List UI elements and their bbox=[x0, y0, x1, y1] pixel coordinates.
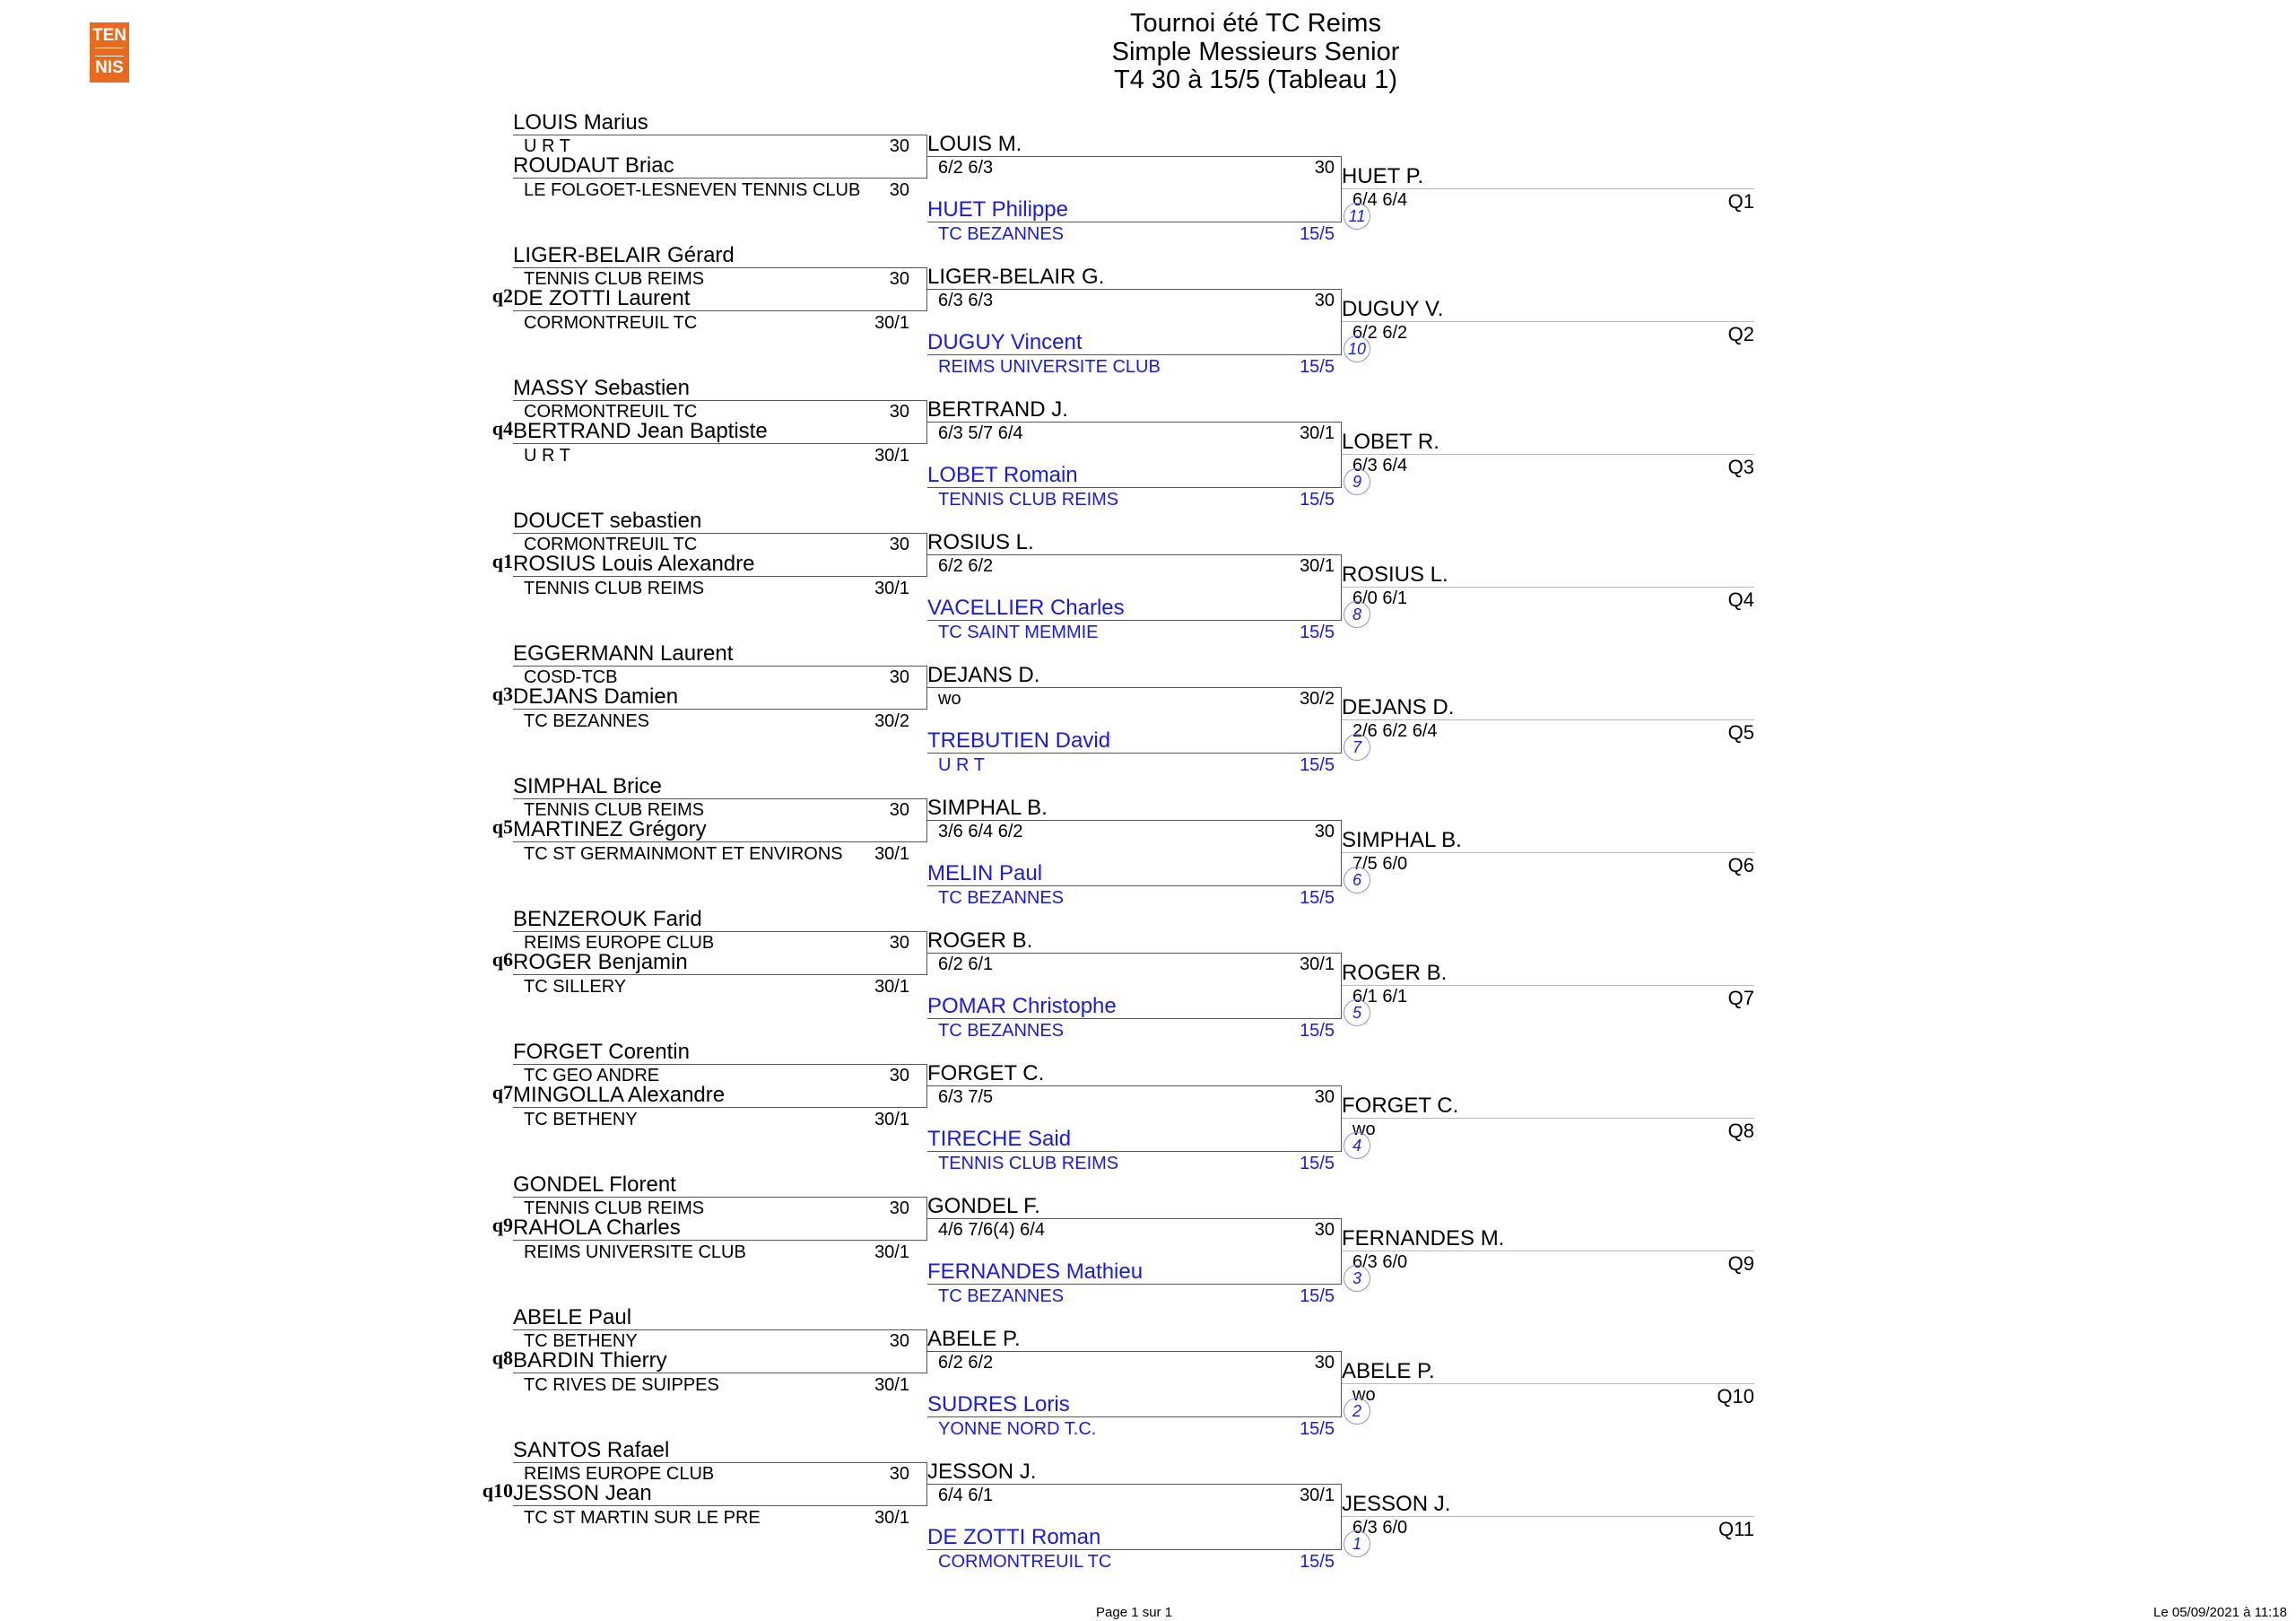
player2-club: TC ST GERMAINMONT ET ENVIRONS bbox=[524, 844, 843, 864]
round1-bracket bbox=[513, 798, 927, 842]
player1-rank: 30 bbox=[889, 1198, 909, 1218]
round1-bracket bbox=[513, 533, 927, 577]
qualifier-seed: q5 bbox=[491, 815, 513, 838]
player2-name: RAHOLA Charles bbox=[513, 1216, 681, 1240]
entrant-club: TC BEZANNES bbox=[938, 888, 1065, 908]
seed-badge: 6 bbox=[1344, 867, 1370, 893]
player2-club: TENNIS CLUB REIMS bbox=[524, 579, 705, 598]
round2-winner: BERTRAND J. bbox=[927, 397, 1068, 422]
player1-rank: 30 bbox=[889, 1331, 909, 1351]
entrant-club: YONNE NORD T.C. bbox=[938, 1419, 1097, 1439]
round3-line bbox=[1342, 321, 1754, 322]
round3-line bbox=[1342, 852, 1754, 853]
round2-score: 6/3 6/3 bbox=[938, 291, 994, 310]
qualifier-label: Q2 bbox=[1727, 323, 1754, 345]
round3-score: 6/3 6/0 bbox=[1352, 1252, 1408, 1272]
player2-club: CORMONTREUIL TC bbox=[524, 313, 698, 333]
qualifier-label: Q7 bbox=[1727, 987, 1754, 1009]
round3-winner: DEJANS D. bbox=[1342, 695, 1455, 719]
player1-rank: 30 bbox=[889, 800, 909, 820]
player1-name: GONDEL Florent bbox=[513, 1172, 676, 1197]
round3-winner: ROSIUS L. bbox=[1342, 562, 1448, 587]
player2-club: TC SILLERY bbox=[524, 977, 627, 997]
round2-score: 6/2 6/3 bbox=[938, 158, 994, 178]
player2-name: DE ZOTTI Laurent bbox=[513, 286, 691, 310]
title-tournament: Tournoi été TC Reims bbox=[1130, 9, 1381, 38]
round2-winner: FORGET C. bbox=[927, 1061, 1045, 1085]
player2-rank: 30/1 bbox=[874, 1242, 909, 1262]
player2-name: MARTINEZ Grégory bbox=[513, 817, 707, 841]
player1-club: TENNIS CLUB REIMS bbox=[524, 1198, 705, 1218]
player2-name: BARDIN Thierry bbox=[513, 1348, 667, 1373]
player1-club: TC BETHENY bbox=[524, 1331, 638, 1351]
qualifier-label: Q9 bbox=[1727, 1252, 1754, 1275]
player2-rank: 30/1 bbox=[874, 446, 909, 466]
player1-name: DOUCET sebastien bbox=[513, 509, 702, 533]
round1-bracket bbox=[513, 135, 927, 179]
seed-badge: 11 bbox=[1344, 203, 1370, 230]
qualifier-label: Q8 bbox=[1727, 1120, 1754, 1142]
player1-name: BENZEROUK Farid bbox=[513, 907, 702, 931]
player1-name: LIGER-BELAIR Gérard bbox=[513, 243, 735, 267]
qualifier-label: Q11 bbox=[1718, 1518, 1754, 1540]
player1-name: SIMPHAL Brice bbox=[513, 774, 662, 798]
player2-rank: 30/1 bbox=[874, 579, 909, 598]
entrant-rank: 15/5 bbox=[1300, 755, 1335, 775]
round1-bracket bbox=[513, 267, 927, 311]
round2-bracket bbox=[927, 687, 1342, 754]
round1-bracket bbox=[513, 666, 927, 710]
round2-winner: ROGER B. bbox=[927, 928, 1033, 953]
player2-name: ROUDAUT Briac bbox=[513, 153, 674, 178]
round2-score: 6/2 6/2 bbox=[938, 556, 994, 576]
round3-score: 6/3 6/4 bbox=[1352, 456, 1408, 475]
round3-line bbox=[1342, 1516, 1754, 1517]
player2-name: DEJANS Damien bbox=[513, 684, 679, 709]
round3-line bbox=[1342, 587, 1754, 588]
round2-rank: 30/1 bbox=[1300, 423, 1335, 443]
entrant-name: LOBET Romain bbox=[927, 463, 1078, 487]
qualifier-seed: q9 bbox=[491, 1214, 513, 1236]
round3-line bbox=[1342, 1383, 1754, 1384]
round3-winner: ABELE P. bbox=[1342, 1359, 1435, 1383]
player1-club: REIMS EUROPE CLUB bbox=[524, 933, 715, 953]
qualifier-label: Q6 bbox=[1727, 854, 1754, 876]
round2-bracket bbox=[927, 820, 1342, 886]
round3-score: 6/2 6/2 bbox=[1352, 323, 1408, 343]
player1-name: SANTOS Rafael bbox=[513, 1438, 670, 1462]
qualifier-label: Q4 bbox=[1727, 588, 1754, 611]
qualifier-label: Q10 bbox=[1717, 1385, 1754, 1407]
entrant-rank: 15/5 bbox=[1300, 623, 1335, 642]
entrant-rank: 15/5 bbox=[1300, 1552, 1335, 1572]
round2-rank: 30 bbox=[1314, 291, 1335, 310]
player2-club: REIMS UNIVERSITE CLUB bbox=[524, 1242, 746, 1262]
round1-bracket bbox=[513, 400, 927, 444]
round2-bracket bbox=[927, 1484, 1342, 1550]
entrant-club: CORMONTREUIL TC bbox=[938, 1552, 1112, 1572]
player2-rank: 30/1 bbox=[874, 1110, 909, 1129]
tennis-logo bbox=[90, 22, 129, 83]
player1-rank: 30 bbox=[889, 535, 909, 554]
qualifier-label: Q1 bbox=[1727, 190, 1754, 213]
entrant-rank: 15/5 bbox=[1300, 1021, 1335, 1041]
player1-name: LOUIS Marius bbox=[513, 110, 648, 135]
round3-winner: SIMPHAL B. bbox=[1342, 828, 1462, 852]
round2-score: wo bbox=[938, 689, 961, 709]
round3-winner: JESSON J. bbox=[1342, 1492, 1451, 1516]
round3-score: 6/3 6/0 bbox=[1352, 1518, 1408, 1538]
entrant-club: TC BEZANNES bbox=[938, 1286, 1065, 1306]
player1-club: TC GEO ANDRE bbox=[524, 1066, 660, 1085]
player1-club: TENNIS CLUB REIMS bbox=[524, 800, 705, 820]
logo-bar bbox=[95, 48, 124, 57]
round2-score: 6/4 6/1 bbox=[938, 1486, 994, 1505]
player1-rank: 30 bbox=[889, 1066, 909, 1085]
player1-name: MASSY Sebastien bbox=[513, 376, 691, 400]
player1-name: EGGERMANN Laurent bbox=[513, 641, 734, 666]
round3-line bbox=[1342, 188, 1754, 189]
round2-rank: 30/1 bbox=[1300, 1486, 1335, 1505]
seed-badge: 4 bbox=[1344, 1132, 1370, 1159]
round2-winner: JESSON J. bbox=[927, 1460, 1037, 1484]
player2-name: ROGER Benjamin bbox=[513, 950, 688, 974]
round3-winner: HUET P. bbox=[1342, 164, 1424, 188]
round2-bracket bbox=[927, 1351, 1342, 1417]
round2-winner: DEJANS D. bbox=[927, 663, 1040, 687]
qualifier-label: Q5 bbox=[1727, 721, 1754, 744]
entrant-rank: 15/5 bbox=[1300, 888, 1335, 908]
round2-winner: LOUIS M. bbox=[927, 132, 1022, 156]
round3-score: wo bbox=[1352, 1120, 1376, 1139]
round2-score: 6/2 6/2 bbox=[938, 1353, 994, 1373]
player2-rank: 30/1 bbox=[874, 1508, 909, 1528]
seed-badge: 5 bbox=[1344, 999, 1370, 1026]
entrant-club: TC BEZANNES bbox=[938, 224, 1065, 244]
player1-name: FORGET Corentin bbox=[513, 1040, 690, 1064]
entrant-name: SUDRES Loris bbox=[927, 1392, 1070, 1416]
round2-rank: 30/1 bbox=[1300, 556, 1335, 576]
qualifier-seed: q4 bbox=[491, 417, 513, 440]
round3-winner: FORGET C. bbox=[1342, 1094, 1459, 1118]
round2-bracket bbox=[927, 554, 1342, 621]
entrant-club: TC BEZANNES bbox=[938, 1021, 1065, 1041]
player1-rank: 30 bbox=[889, 402, 909, 422]
player1-club: CORMONTREUIL TC bbox=[524, 535, 698, 554]
entrant-name: HUET Philippe bbox=[927, 197, 1068, 222]
round3-winner: DUGUY V. bbox=[1342, 297, 1444, 321]
entrant-club: TENNIS CLUB REIMS bbox=[938, 490, 1119, 510]
round2-rank: 30 bbox=[1314, 1220, 1335, 1240]
round3-winner: ROGER B. bbox=[1342, 961, 1448, 985]
player2-rank: 30 bbox=[889, 180, 909, 200]
round2-rank: 30 bbox=[1314, 1353, 1335, 1373]
seed-badge: 7 bbox=[1344, 734, 1370, 761]
player1-rank: 30 bbox=[889, 667, 909, 687]
player2-name: ROSIUS Louis Alexandre bbox=[513, 552, 755, 576]
seed-badge: 9 bbox=[1344, 468, 1370, 495]
qualifier-seed: q2 bbox=[491, 284, 513, 307]
round2-bracket bbox=[927, 422, 1342, 488]
round2-bracket bbox=[927, 953, 1342, 1019]
player1-club: U R T bbox=[524, 136, 570, 156]
qualifier-seed: q1 bbox=[491, 550, 513, 572]
entrant-name: TREBUTIEN David bbox=[927, 728, 1111, 753]
entrant-name: TIRECHE Said bbox=[927, 1127, 1072, 1151]
entrant-rank: 15/5 bbox=[1300, 1419, 1335, 1439]
print-date: Le 05/09/2021 à 11:18 bbox=[2153, 1605, 2288, 1620]
player2-rank: 30/2 bbox=[874, 711, 909, 731]
entrant-club: REIMS UNIVERSITE CLUB bbox=[938, 357, 1161, 377]
round2-score: 6/2 6/1 bbox=[938, 954, 994, 974]
round3-winner: LOBET R. bbox=[1342, 430, 1439, 454]
round2-score: 6/3 5/7 6/4 bbox=[938, 423, 1023, 443]
round2-winner: ABELE P. bbox=[927, 1327, 1021, 1351]
entrant-rank: 15/5 bbox=[1300, 357, 1335, 377]
round3-line bbox=[1342, 985, 1754, 986]
player2-club: TC BEZANNES bbox=[524, 711, 650, 731]
player1-rank: 30 bbox=[889, 1464, 909, 1484]
player2-club: TC BETHENY bbox=[524, 1110, 638, 1129]
round2-rank: 30/2 bbox=[1300, 689, 1335, 709]
entrant-rank: 15/5 bbox=[1300, 490, 1335, 510]
round1-bracket bbox=[513, 1462, 927, 1506]
player1-club: REIMS EUROPE CLUB bbox=[524, 1464, 715, 1484]
round3-score: 6/0 6/1 bbox=[1352, 588, 1408, 608]
player2-club: U R T bbox=[524, 446, 570, 466]
player2-rank: 30/1 bbox=[874, 313, 909, 333]
round1-bracket bbox=[513, 1064, 927, 1108]
qualifier-seed: q3 bbox=[491, 683, 513, 705]
title-event: Simple Messieurs Senior bbox=[1111, 38, 1400, 66]
round3-score: 6/4 6/4 bbox=[1352, 190, 1408, 210]
seed-badge: 10 bbox=[1344, 336, 1370, 362]
round1-bracket bbox=[513, 931, 927, 975]
player2-rank: 30/1 bbox=[874, 1375, 909, 1395]
logo-text-top: TEN bbox=[92, 26, 126, 45]
qualifier-seed: q10 bbox=[482, 1479, 513, 1502]
round3-score: 6/1 6/1 bbox=[1352, 987, 1408, 1007]
player2-name: MINGOLLA Alexandre bbox=[513, 1083, 726, 1107]
qualifier-label: Q3 bbox=[1727, 456, 1754, 478]
round2-rank: 30/1 bbox=[1300, 954, 1335, 974]
qualifier-seed: q8 bbox=[491, 1346, 513, 1369]
round2-bracket bbox=[927, 1085, 1342, 1152]
entrant-name: DE ZOTTI Roman bbox=[927, 1525, 1101, 1549]
round2-rank: 30 bbox=[1314, 158, 1335, 178]
player1-rank: 30 bbox=[889, 136, 909, 156]
player1-club: CORMONTREUIL TC bbox=[524, 402, 698, 422]
qualifier-seed: q7 bbox=[491, 1081, 513, 1103]
round1-bracket bbox=[513, 1197, 927, 1241]
seed-badge: 2 bbox=[1344, 1398, 1370, 1425]
round2-winner: SIMPHAL B. bbox=[927, 796, 1048, 820]
player2-name: JESSON Jean bbox=[513, 1481, 652, 1505]
player2-club: LE FOLGOET-LESNEVEN TENNIS CLUB bbox=[524, 180, 861, 200]
player1-rank: 30 bbox=[889, 933, 909, 953]
round3-score: wo bbox=[1352, 1385, 1376, 1405]
entrant-rank: 15/5 bbox=[1300, 1154, 1335, 1173]
round2-bracket bbox=[927, 289, 1342, 355]
round3-winner: FERNANDES M. bbox=[1342, 1226, 1505, 1251]
player1-name: ABELE Paul bbox=[513, 1305, 632, 1329]
round3-line bbox=[1342, 1118, 1754, 1119]
player1-club: TENNIS CLUB REIMS bbox=[524, 269, 705, 289]
entrant-club: TC SAINT MEMMIE bbox=[938, 623, 1099, 642]
round2-score: 6/3 7/5 bbox=[938, 1087, 994, 1107]
player2-rank: 30/1 bbox=[874, 977, 909, 997]
player1-rank: 30 bbox=[889, 269, 909, 289]
entrant-name: POMAR Christophe bbox=[927, 994, 1117, 1018]
entrant-name: FERNANDES Mathieu bbox=[927, 1259, 1144, 1284]
round2-bracket bbox=[927, 1218, 1342, 1285]
round2-score: 3/6 6/4 6/2 bbox=[938, 822, 1023, 841]
round3-score: 7/5 6/0 bbox=[1352, 854, 1408, 874]
player2-rank: 30/1 bbox=[874, 844, 909, 864]
logo-text-bottom: NIS bbox=[95, 58, 124, 77]
entrant-name: VACELLIER Charles bbox=[927, 596, 1125, 620]
qualifier-seed: q6 bbox=[491, 948, 513, 971]
entrant-club: TENNIS CLUB REIMS bbox=[938, 1154, 1119, 1173]
round2-winner: LIGER-BELAIR G. bbox=[927, 265, 1105, 289]
round1-bracket bbox=[513, 1329, 927, 1373]
entrant-club: U R T bbox=[938, 755, 985, 775]
round2-rank: 30 bbox=[1314, 1087, 1335, 1107]
page-number: Page 1 sur 1 bbox=[1096, 1605, 1173, 1620]
player1-club: COSD-TCB bbox=[524, 667, 618, 687]
title-table: T4 30 à 15/5 (Tableau 1) bbox=[1114, 65, 1397, 94]
player2-club: TC ST MARTIN SUR LE PRE bbox=[524, 1508, 761, 1528]
entrant-rank: 15/5 bbox=[1300, 224, 1335, 244]
round2-score: 4/6 7/6(4) 6/4 bbox=[938, 1220, 1045, 1240]
round2-bracket bbox=[927, 156, 1342, 222]
player2-name: BERTRAND Jean Baptiste bbox=[513, 419, 768, 443]
round3-score: 2/6 6/2 6/4 bbox=[1352, 721, 1438, 741]
seed-badge: 1 bbox=[1344, 1530, 1370, 1557]
round2-winner: ROSIUS L. bbox=[927, 530, 1034, 554]
seed-badge: 3 bbox=[1344, 1265, 1370, 1292]
round3-line bbox=[1342, 719, 1754, 720]
entrant-rank: 15/5 bbox=[1300, 1286, 1335, 1306]
entrant-name: MELIN Paul bbox=[927, 861, 1043, 885]
round3-line bbox=[1342, 454, 1754, 455]
entrant-name: DUGUY Vincent bbox=[927, 330, 1083, 354]
player2-club: TC RIVES DE SUIPPES bbox=[524, 1375, 719, 1395]
seed-badge: 8 bbox=[1344, 601, 1370, 628]
round2-rank: 30 bbox=[1314, 822, 1335, 841]
round2-winner: GONDEL F. bbox=[927, 1194, 1040, 1218]
